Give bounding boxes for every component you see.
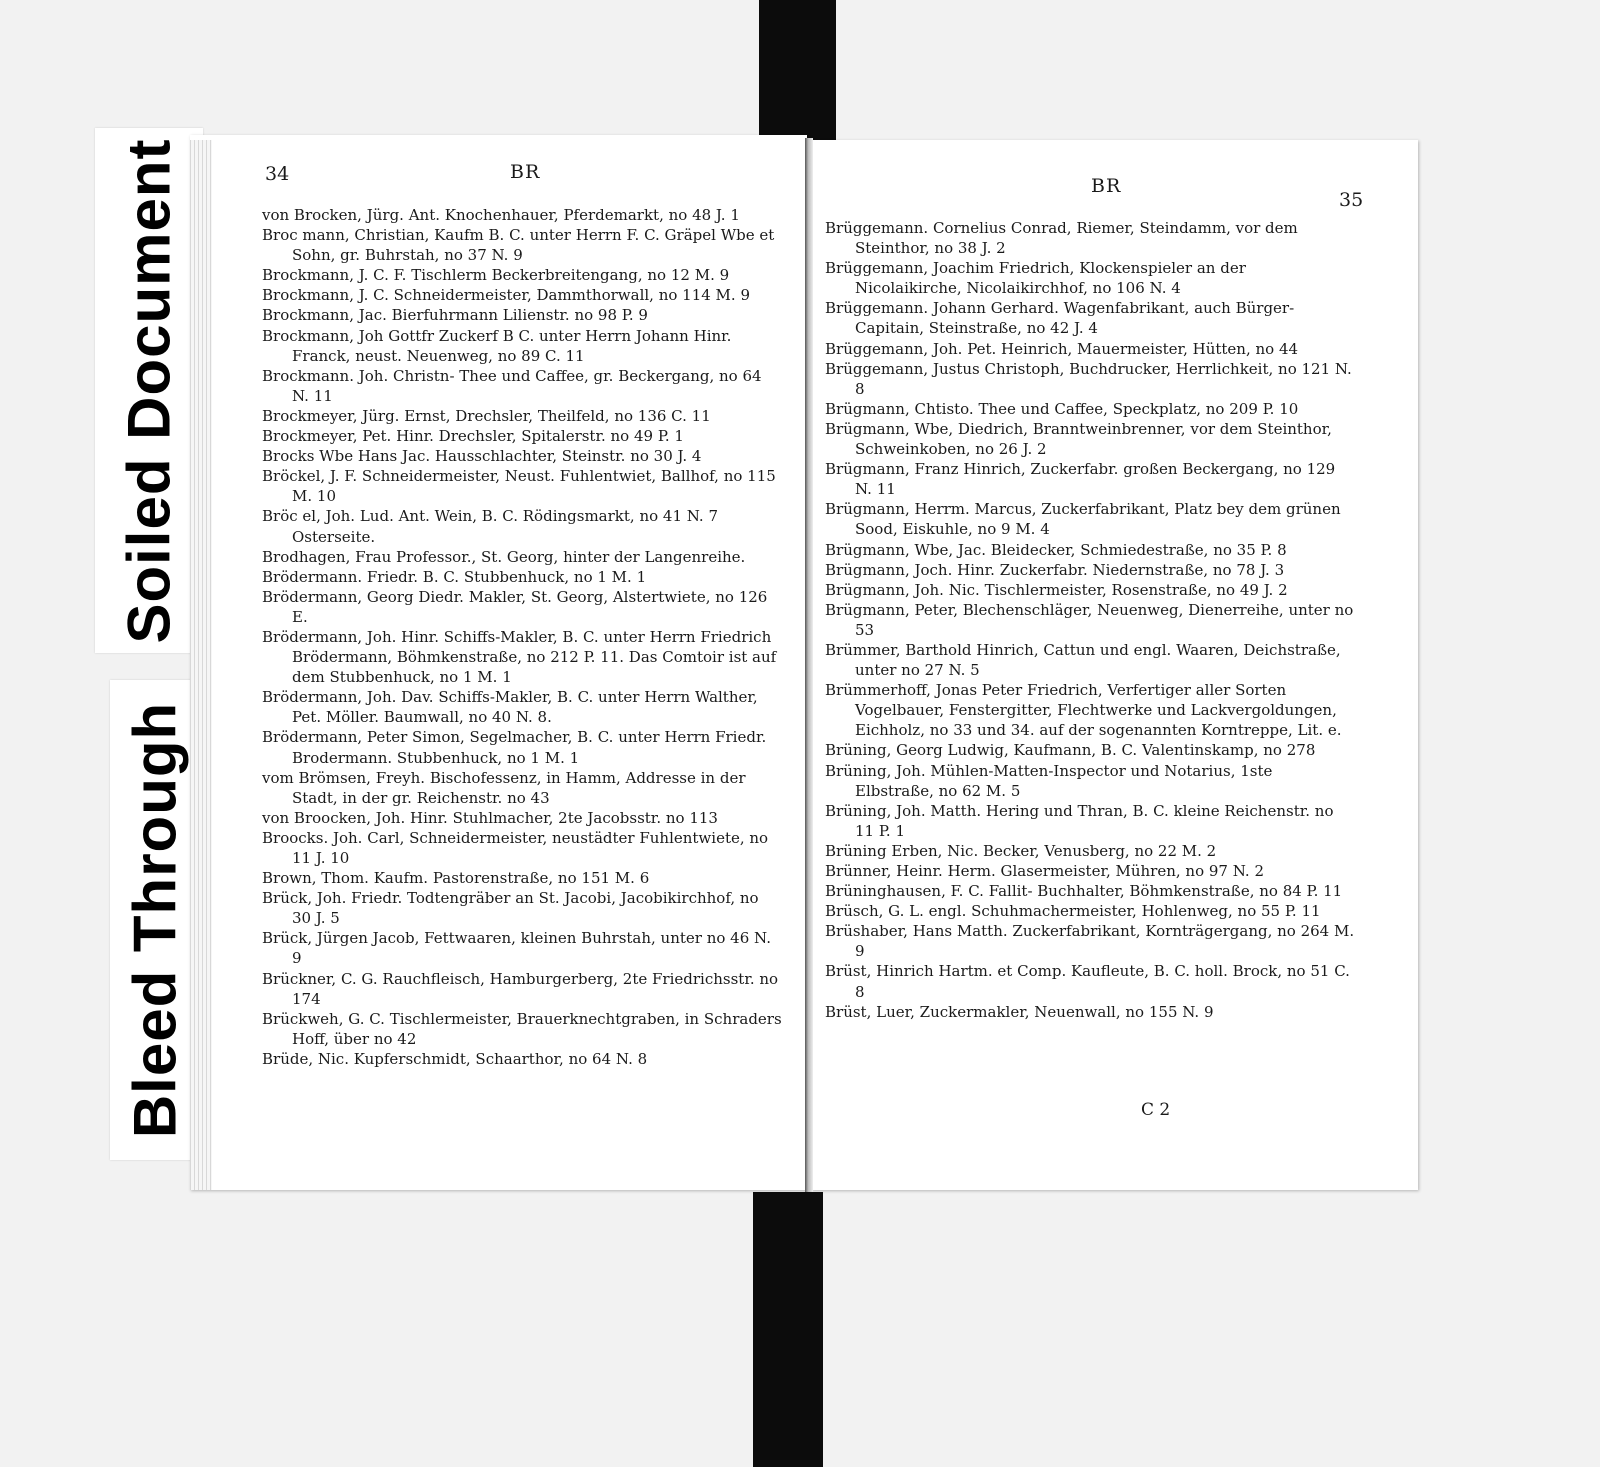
directory-entry-list <box>825 218 1355 1022</box>
left-page <box>190 135 807 1190</box>
directory-entry: Brödermann, Joh. Dav. Schiffs-Makler, B. C. unter Herrn Walther, Pet. Möller. Baumwall, no 40 N. 8. <box>262 688 758 727</box>
soiled-document-text: Soiled Document <box>115 137 183 644</box>
directory-entry: Brüggemann, Joachim Friedrich, Klockenspieler an der Nicolaikirche, Nicolaikirchhof, no 106 N. 4 <box>825 259 1246 298</box>
directory-entry: Brown, Thom. Kaufm. Pastorenstraße, no 151 M. 6 <box>262 869 650 888</box>
directory-entry: Broocks. Joh. Carl, Schneidermeister, neustädter Fuhlentwiete, no 11 J. 10 <box>262 828 769 867</box>
directory-entry: Brügmann, Franz Hinrich, Zuckerfabr. großen Beckergang, no 129 N. 11 <box>825 460 1336 499</box>
directory-entry: Brockmann. Joh. Christn- Thee und Caffee, gr. Beckergang, no 64 N. 11 <box>262 366 762 405</box>
directory-entry: Brünner, Heinr. Herm. Glasermeister, Mühren, no 97 N. 2 <box>825 862 1264 880</box>
page-number: 35 <box>1339 189 1364 211</box>
directory-entry: Brückner, C. G. Rauchfleisch, Hamburgerberg, 2te Friedrichsstr. no 174 <box>262 969 779 1008</box>
directory-entry: Brödermann. Friedr. B. C. Stubbenhuck, no 1 M. 1 <box>262 567 647 586</box>
bleed-through-label <box>110 680 200 1160</box>
directory-entry: Brügmann, Joh. Nic. Tischlermeister, Rosenstraße, no 49 J. 2 <box>825 580 1288 599</box>
directory-entry: Brück, Joh. Friedr. Todtengräber an St. Jacobi, Jacobikirchhof, no 30 J. 5 <box>262 889 759 928</box>
directory-entry: Brödermann, Joh. Hinr. Schiffs-Makler, B. C. unter Herrn Friedrich Brödermann, Böhmkenstraße, no 212 P. 11. Das Comtoir ist auf dem Stubbenhuck, no 1 M. 1 <box>262 627 777 687</box>
directory-entry: Brückweh, G. C. Tischlermeister, Brauerknechtgraben, in Schraders Hoff, über no 42 <box>262 1009 782 1048</box>
directory-entry: Brüshaber, Hans Matth. Zuckerfabrikant, Kornträgergang, no 264 M. 9 <box>825 922 1355 961</box>
directory-entry: Brüggemann. Cornelius Conrad, Riemer, Steindamm, vor dem Steinthor, no 38 J. 2 <box>825 219 1298 258</box>
directory-entry: Brüning, Georg Ludwig, Kaufmann, B. C. Valentinskamp, no 278 <box>825 741 1316 760</box>
directory-entry: Brockmeyer, Pet. Hinr. Drechsler, Spitalerstr. no 49 P. 1 <box>262 427 684 446</box>
running-header: BR <box>510 161 541 183</box>
page-number: 34 <box>265 163 290 185</box>
directory-entry: Brüst, Hinrich Hartm. et Comp. Kaufleute, B. C. holl. Brock, no 51 C. 8 <box>825 962 1350 1001</box>
directory-entry: Brümmer, Barthold Hinrich, Cattun und engl. Waaren, Deichstraße, unter no 27 N. 5 <box>825 640 1341 680</box>
directory-entry: Brüsch, G. L. engl. Schuhmachermeister, Hohlenweg, no 55 P. 11 <box>825 902 1321 921</box>
book-gutter <box>805 138 813 1192</box>
directory-entry: Brügmann, Wbe, Jac. Bleidecker, Schmiedestraße, no 35 P. 8 <box>825 540 1287 559</box>
directory-entry: Brüggemann, Justus Christoph, Buchdrucker, Herrlichkeit, no 121 N. 8 <box>825 359 1352 398</box>
directory-entry: Brödermann, Georg Diedr. Makler, St. Georg, Alstertwiete, no 126 E. <box>262 587 768 626</box>
soiled-document-label <box>95 128 203 653</box>
directory-entry: Brocks Wbe Hans Jac. Hausschlachter, Steinstr. no 30 J. 4 <box>262 447 702 466</box>
directory-entry-list <box>262 205 782 1069</box>
directory-entry: Bröckel, J. F. Schneidermeister, Neust. Fuhlentwiet, Ballhof, no 115 M. 10 <box>262 467 776 506</box>
directory-entry: Bröc el, Joh. Lud. Ant. Wein, B. C. Rödingsmarkt, no 41 N. 7 Osterseite. <box>262 507 718 546</box>
directory-entry: Brück, Jürgen Jacob, Fettwaaren, kleinen Buhrstah, unter no 46 N. 9 <box>262 929 771 968</box>
page-edge <box>190 140 212 1190</box>
directory-entry: Broc mann, Christian, Kaufm B. C. unter Herrn F. C. Gräpel Wbe et Sohn, gr. Buhrstah, no 37 N. 9 <box>262 226 775 265</box>
directory-entry: Brockmeyer, Jürg. Ernst, Drechsler, Theilfeld, no 136 C. 11 <box>262 406 711 425</box>
bleed-through-text: Bleed Through <box>121 701 189 1139</box>
directory-entry: vom Brömsen, Freyh. Bischofessenz, in Hamm, Addresse in der Stadt, in der gr. Reichenstr. no 43 <box>262 768 746 807</box>
directory-entry: Brüning Erben, Nic. Becker, Venusberg, no 22 M. 2 <box>825 841 1217 860</box>
directory-entry: Brügmann, Peter, Blechenschläger, Neuenweg, Dienerreihe, unter no 53 <box>825 600 1354 639</box>
directory-entry: Brodhagen, Frau Professor., St. Georg, hinter der Langenreihe. <box>262 547 746 566</box>
directory-entry: Brüde, Nic. Kupferschmidt, Schaarthor, no 64 N. 8 <box>262 1049 648 1068</box>
directory-entry: Brüst, Luer, Zuckermakler, Neuenwall, no 155 N. 9 <box>825 1002 1214 1021</box>
directory-entry: Brüggemann. Johann Gerhard. Wagenfabrikant, auch Bürger-Capitain, Steinstraße, no 42 J. 4 <box>825 299 1295 338</box>
directory-entry: von Brocken, Jürg. Ant. Knochenhauer, Pferdemarkt, no 48 J. 1 <box>262 206 740 224</box>
right-page <box>811 140 1418 1190</box>
directory-entry: Brüninghausen, F. C. Fallit- Buchhalter, Böhmkenstraße, no 84 P. 11 <box>825 882 1343 901</box>
directory-entry: Brockmann, J. C. Schneidermeister, Dammthorwall, no 114 M. 9 <box>262 286 750 305</box>
directory-entry: Brockmann, Joh Gottfr Zuckerf B C. unter Herrn Johann Hinr. Franck, neust. Neuenweg, no 89 C. 11 <box>262 326 732 365</box>
directory-entry: Brügmann, Chtisto. Thee und Caffee, Speckplatz, no 209 P. 10 <box>825 399 1299 418</box>
directory-entry: Brümmerhoff, Jonas Peter Friedrich, Verfertiger aller Sorten Vogelbauer, Fenstergitter, Flechtwerke und Lackvergoldungen, Eichholz, no 33 und 34. auf der sogenannten Korntreppe, Lit. e. <box>825 681 1342 740</box>
directory-entry: Brockmann, J. C. F. Tischlerm Beckerbreitengang, no 12 M. 9 <box>262 266 730 285</box>
directory-entry: Brüggemann, Joh. Pet. Heinrich, Mauermeister, Hütten, no 44 <box>825 339 1299 358</box>
directory-entry: Brüning, Joh. Matth. Hering und Thran, B. C. kleine Reichenstr. no 11 P. 1 <box>825 801 1334 840</box>
running-header: BR <box>1091 175 1122 197</box>
directory-entry: Brödermann, Peter Simon, Segelmacher, B. C. unter Herrn Friedr. Brodermann. Stubbenhuck, no 1 M. 1 <box>262 728 767 767</box>
directory-entry: von Broocken, Joh. Hinr. Stuhlmacher, 2te Jacobsstr. no 113 <box>262 808 718 827</box>
directory-entry: Brügmann, Wbe, Diedrich, Branntweinbrenner, vor dem Steinthor, Schweinkoben, no 26 J. 2 <box>825 419 1332 459</box>
directory-entry: Brüning, Joh. Mühlen-Matten-Inspector und Notarius, 1ste Elbstraße, no 62 M. 5 <box>825 761 1273 800</box>
directory-entry: Brügmann, Joch. Hinr. Zuckerfabr. Niedernstraße, no 78 J. 3 <box>825 560 1285 579</box>
directory-entry: Brügmann, Herrm. Marcus, Zuckerfabrikant, Platz bey dem grünen Sood, Eiskuhle, no 9 M. 4 <box>825 500 1341 539</box>
directory-entry: Brockmann, Jac. Bierfuhrmann Lilienstr. no 98 P. 9 <box>262 306 648 325</box>
binding-stripe-bottom <box>753 1192 823 1467</box>
binding-stripe-top <box>759 0 836 140</box>
signature-mark: C 2 <box>1141 1100 1171 1120</box>
